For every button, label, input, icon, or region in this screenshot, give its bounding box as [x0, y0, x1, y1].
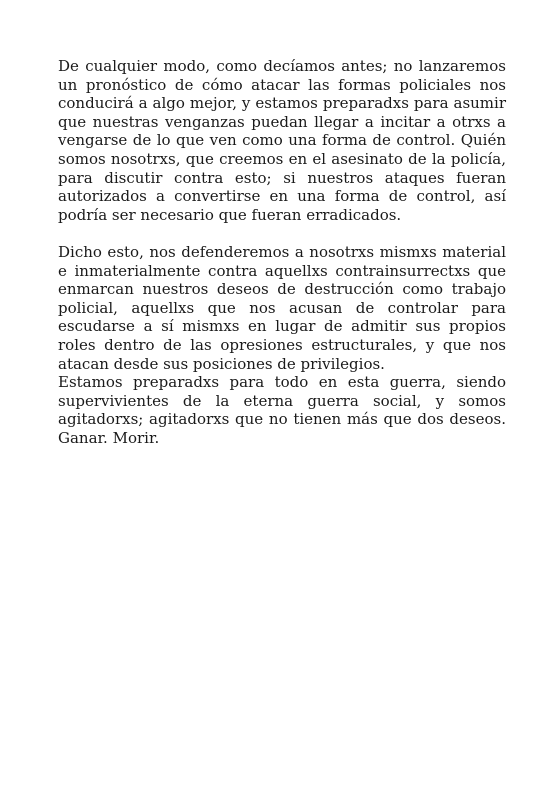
paragraph-3: Estamos preparadxs para todo en esta guerra, siendo supervivientes de la eterna guerra social, y somos agitadorxs; agitadorxs que no tienen más que dos deseos. Ganar. Morir.: [58, 373, 506, 447]
paragraph-2: Dicho esto, nos defenderemos a nosotrxs mismxs material e inmaterialmente contra aquellxs contrainsurrectxs que enmarcan nuestros deseos de destrucción como trabajo policial, aquellxs que nos acusan de controlar para escudarse a sí mismxs en lugar de admitir sus propios roles dentro de las opresiones estructurales, y que nos atacan desde sus posiciones de privilegios.: [58, 242, 506, 373]
body-text: [58, 57, 506, 447]
paragraph-1: De cualquier modo, como decíamos antes; no lanzaremos un pronóstico de cómo atacar las formas policiales nos conducirá a algo mejor, y estamos preparadxs para asumir que nuestras venganzas puedan llegar a incitar a otrxs a vengarse de lo que ven como una forma de control. Quién somos nosotrxs, que creemos en el asesinato de la policía, para discutir contra esto; si nuestros ataques fueran autorizados a convertirse en una forma de control, así podría ser necesario que fueran erradicados.: [58, 57, 506, 224]
